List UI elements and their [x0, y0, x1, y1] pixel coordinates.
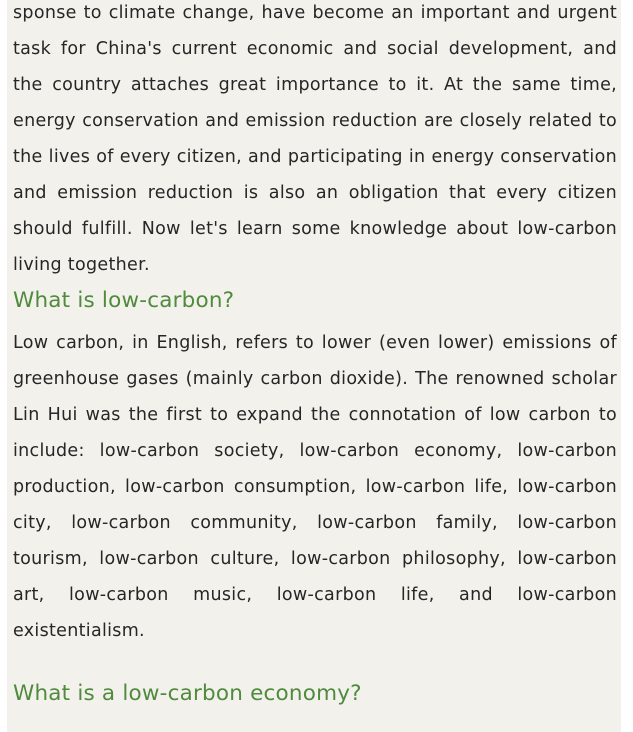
article-page: [7, 0, 621, 732]
intro-paragraph: sponse to climate change, have become an important and urgent task for China's current economic and social development, and the country attaches great importance to it. At the same time, energy conservation and emission reduction are closely related to the lives of every citizen, and participating in energy conservation and emission reduction is also an obligation that every citizen should fulfill. Now let's learn some knowledge about low-carbon living together.: [13, 3, 617, 275]
low-carbon-paragraph: Low carbon, in English, refers to lower (even lower) emissions of greenhouse gases (mainly carbon dioxide). The renowned scholar Lin Hui was the first to expand the connotation of low carbon to include: low-carbon society, low-carbon economy, low-carbon production, low-carbon consumption, low-carbon life, low-carbon city, low-carbon community, low-carbon family, low-carbon tourism, low-carbon culture, low-carbon philosophy, low-carbon art, low-carbon music, low-carbon life, and low-carbon existentialism.: [13, 333, 617, 641]
heading-what-is-low-carbon-economy: What is a low-carbon economy?: [13, 681, 362, 706]
heading-what-is-low-carbon: What is low-carbon?: [13, 288, 235, 313]
